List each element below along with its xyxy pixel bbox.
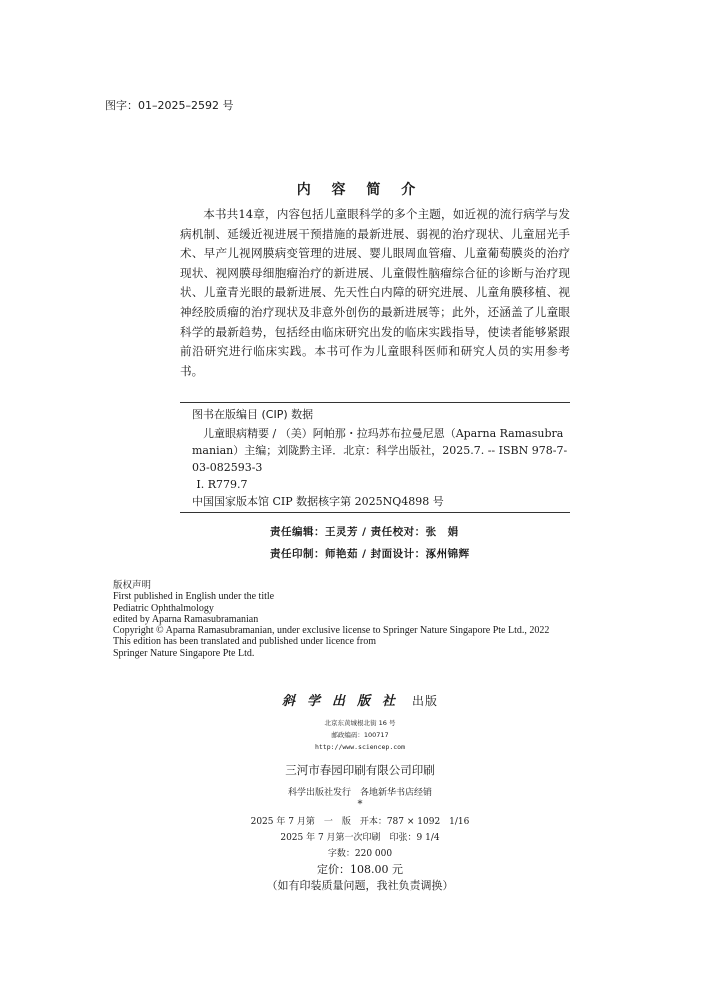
copyright-heading: 版权声明: [113, 580, 152, 591]
cip-classification: Ⅰ. R779.7: [196, 478, 248, 491]
publisher-address: 北京东黄城根北街 16 号: [324, 719, 396, 727]
cip-title: 图书在版编目 (CIP) 数据: [192, 408, 314, 421]
copyright-line: Springer Nature Singapore Pte Ltd.: [113, 647, 255, 659]
printer: 三河市春园印刷有限公司印刷: [285, 763, 435, 777]
editors-block: [270, 521, 550, 565]
editors-line-1: 责任编辑：王灵芳 / 责任校对：张 娟: [270, 526, 459, 538]
price: 定价：108.00 元: [317, 863, 403, 876]
separator-star: *: [357, 799, 363, 810]
copyright-line: First published in English under the title: [113, 591, 275, 603]
word-count: 字数：220 000: [327, 849, 393, 859]
distribution: 科学出版社发行 各地新华书店经销: [287, 788, 432, 798]
copyright-line: This edition has been translated and published under licence from: [113, 636, 376, 648]
cip-block: [180, 402, 570, 513]
impression-line: 2025 年 7 月第一次印刷 印张：9 1/4: [280, 833, 440, 843]
registration-number: 图字：01–2025–2592 号: [105, 99, 234, 112]
copyright-line: edited by Aparna Ramasubramanian: [113, 613, 259, 625]
quality-note: （如有印装质量问题，我社负责调换）: [266, 879, 454, 892]
copyright-line: Pediatric Ophthalmology: [113, 602, 214, 614]
editors-line-2: 责任印制：师艳茹 / 封面设计：涿州锦辉: [270, 548, 470, 560]
intro-body: [180, 205, 570, 381]
publisher-name: 斜学出版社: [281, 694, 407, 709]
copyright-block: [113, 580, 633, 659]
publisher-url: http://www.sciencep.com: [314, 743, 405, 751]
cip-entry: 儿童眼病精要 / （美）阿帕那・拉玛苏布拉曼尼恩（Aparna Ramasubramanian）主编；刘陇黔主译．北京：科学出版社，2025.7. -- ISBN 978-7-03-082593-3: [192, 427, 568, 474]
copyright-line: Copyright © Aparna Ramasubramanian, under exclusive license to Springer Nature Singapore Pte Ltd., 2022: [113, 625, 550, 637]
cip-record: 中国国家版本馆 CIP 数据核字第 2025NQ4898 号: [192, 495, 444, 508]
publisher-postcode: 邮政编码：100717: [331, 731, 389, 739]
intro-paragraph: 本书共14章，内容包括儿童眼科学的多个主题，如近视的流行病学与发病机制、延缓近视进展干预措施的最新进展、弱视的治疗现状、儿童屈光手术、早产儿视网膜病变管理的进展、婴儿眼周血管瘤、儿童葡萄膜炎的治疗现状、视网膜母细胞瘤治疗的新进展、儿童假性脑瘤综合征的诊断与治疗现状、儿童青光眼的最新进展、先天性白内障的研究进展、儿童角膜移植、视神经胶质瘤的治疗现状及非意外创伤的最新进展等；此外，还涵盖了儿童眼科学的最新趋势，包括经由临床研究出发的临床实践指导，使读者能够紧跟前沿研究进行临床实践。本书可作为儿童眼科医师和研究人员的实用参考书。: [180, 207, 570, 378]
publisher-line: [0, 690, 720, 709]
publication-info: [0, 690, 720, 894]
edition-line: 2025 年 7 月第 一 版 开本：787 × 1092 1/16: [250, 817, 470, 827]
publisher-suffix: 出版: [412, 694, 439, 708]
intro-title: 内 容 简 介: [296, 182, 424, 198]
